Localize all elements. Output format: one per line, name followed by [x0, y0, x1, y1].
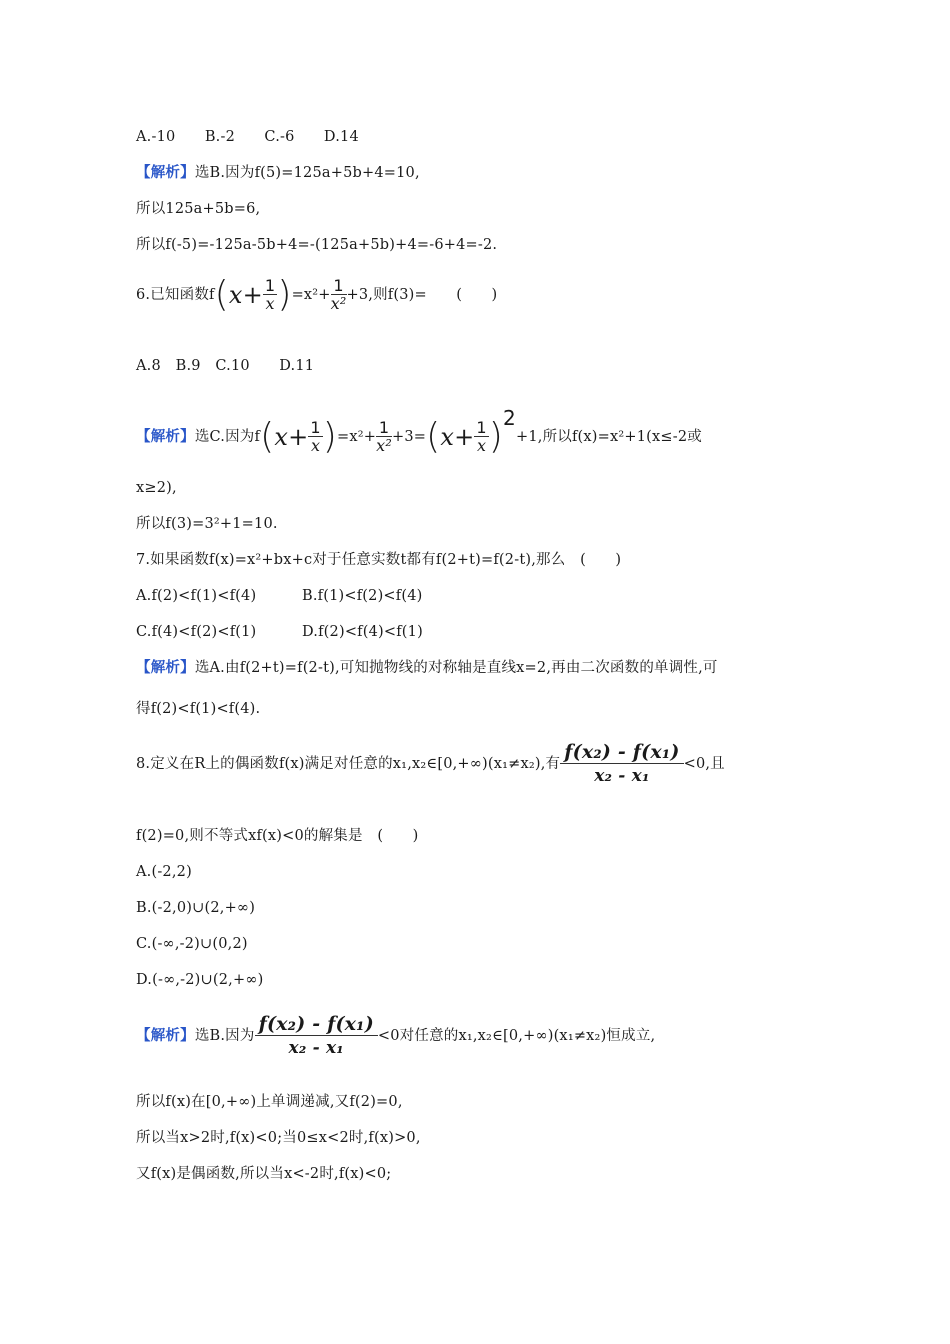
q6-solution-line3: 所以f(3)=3²+1=10. [136, 516, 278, 532]
exponent-two: 2 [503, 406, 516, 430]
q8-stem [136, 738, 725, 790]
frac-den: x [310, 436, 321, 455]
q8-sol-suffix: <0对任意的x₁,x₂∈[0,+∞)(x₁≠x₂)恒成立, [377, 1028, 656, 1044]
q6-stem-prefix: 6.已知函数f [136, 287, 215, 303]
frac-den: x [265, 294, 275, 313]
frac-den: x₂ - x₁ [594, 765, 650, 786]
q7-options-row1 [136, 586, 422, 606]
paren-left: ( [260, 416, 275, 457]
frac-num: 1 [331, 277, 347, 295]
fraction-slope [255, 1013, 378, 1060]
q8-solution-line4: 又f(x)是偶函数,所以当x<-2时,f(x)<0; [136, 1166, 392, 1182]
analysis-tag: 【解析】 [136, 164, 195, 181]
q6-stem-mid: =x²+ [291, 287, 331, 303]
q6-solution-line1 [136, 398, 702, 457]
fraction-one-over-x-squared [376, 419, 392, 455]
q8-solution-line3: 所以当x>2时,f(x)<0;当0≤x<2时,f(x)>0, [136, 1130, 421, 1146]
fraction-one-over-x [263, 277, 277, 313]
q7-solution-line1 [136, 658, 718, 678]
fraction-slope [560, 741, 683, 788]
q6-stem [136, 275, 497, 315]
q6-stem-suffix: +3,则f(3)= ( ) [346, 287, 498, 303]
paren-left: ( [426, 416, 441, 457]
frac-den: x² [330, 294, 347, 313]
q7-sol1-text: 选A.由f(2+t)=f(2-t),可知抛物线的对称轴是直线x=2,再由二次函数的单调性,可 [194, 660, 718, 676]
frac-num: f(x₂) - f(x₁) [560, 741, 683, 764]
math-plus: + [288, 423, 309, 451]
fraction-one-over-x [474, 419, 488, 455]
math-plus: + [454, 423, 475, 451]
q8-stem-line2: f(2)=0,则不等式xf(x)<0的解集是 ( ) [136, 828, 419, 844]
q5-solution-line2: 所以125a+5b=6, [136, 201, 261, 217]
q8-option-b: B.(-2,0)∪(2,+∞) [136, 900, 256, 916]
fraction-one-over-x [308, 419, 322, 455]
frac-num: f(x₂) - f(x₁) [255, 1013, 378, 1036]
q6-solution-line2: x≥2), [136, 480, 177, 496]
frac-num: 1 [310, 418, 321, 437]
q7-option-c: C.f(4)<f(2)<f(1) [136, 624, 257, 640]
math-x: x [228, 281, 243, 309]
analysis-tag: 【解析】 [136, 428, 195, 445]
analysis-tag: 【解析】 [136, 1027, 195, 1044]
math-x: x [274, 423, 289, 451]
paren-right: ) [277, 274, 292, 315]
q8-option-d: D.(-∞,-2)∪(2,+∞) [136, 972, 264, 988]
q5-solution-line1 [136, 163, 420, 183]
q7-options-row2 [136, 622, 423, 642]
q8-sol-prefix: 选B.因为 [194, 1028, 255, 1044]
q8-option-a: A.(-2,2) [136, 864, 192, 880]
q8-solution-line1 [136, 1010, 655, 1062]
q6-sol-mid2: +3= [391, 429, 427, 445]
q8-solution-line2: 所以f(x)在[0,+∞)上单调递减,又f(2)=0, [136, 1094, 403, 1110]
q6-options: A.8 B.9 C.10 D.11 [136, 358, 315, 374]
analysis-tag: 【解析】 [136, 659, 195, 676]
q6-sol-mid1: =x²+ [337, 429, 377, 445]
q8-stem-suffix: <0,且 [683, 756, 725, 772]
q7-stem: 7.如果函数f(x)=x²+bx+c对于任意实数t都有f(2+t)=f(2-t),那么 ( ) [136, 552, 622, 568]
q5-sol1-text: 选B.因为f(5)=125a+5b+4=10, [194, 165, 420, 181]
math-plus: + [242, 281, 263, 309]
frac-den: x [476, 436, 487, 455]
q7-solution-line2: 得f(2)<f(1)<f(4). [136, 701, 261, 717]
paren-right: ) [488, 416, 504, 457]
frac-den: x² [376, 436, 392, 455]
q8-stem-prefix: 8.定义在R上的偶函数f(x)满足对任意的x₁,x₂∈[0,+∞)(x₁≠x₂),有 [136, 756, 561, 772]
q5-solution-line3: 所以f(-5)=-125a-5b+4=-(125a+5b)+4=-6+4=-2. [136, 237, 498, 253]
fraction-one-over-x-squared [331, 277, 347, 313]
q7-option-b: B.f(1)<f(2)<f(4) [302, 588, 423, 604]
paren-left: ( [214, 274, 229, 315]
q6-sol-suffix: +1,所以f(x)=x²+1(x≤-2或 [515, 429, 702, 445]
q7-option-d: D.f(2)<f(4)<f(1) [302, 624, 423, 640]
paren-right: ) [322, 416, 338, 457]
frac-num: 1 [264, 276, 276, 295]
math-x: x [440, 423, 455, 451]
q6-sol-prefix: 选C.因为f [194, 429, 261, 445]
q8-option-c: C.(-∞,-2)∪(0,2) [136, 936, 248, 952]
q5-options: A.-10 B.-2 C.-6 D.14 [136, 129, 359, 145]
q7-option-a: A.f(2)<f(1)<f(4) [136, 588, 257, 604]
frac-num: 1 [376, 419, 392, 437]
frac-num: 1 [476, 418, 487, 437]
frac-den: x₂ - x₁ [288, 1037, 344, 1058]
